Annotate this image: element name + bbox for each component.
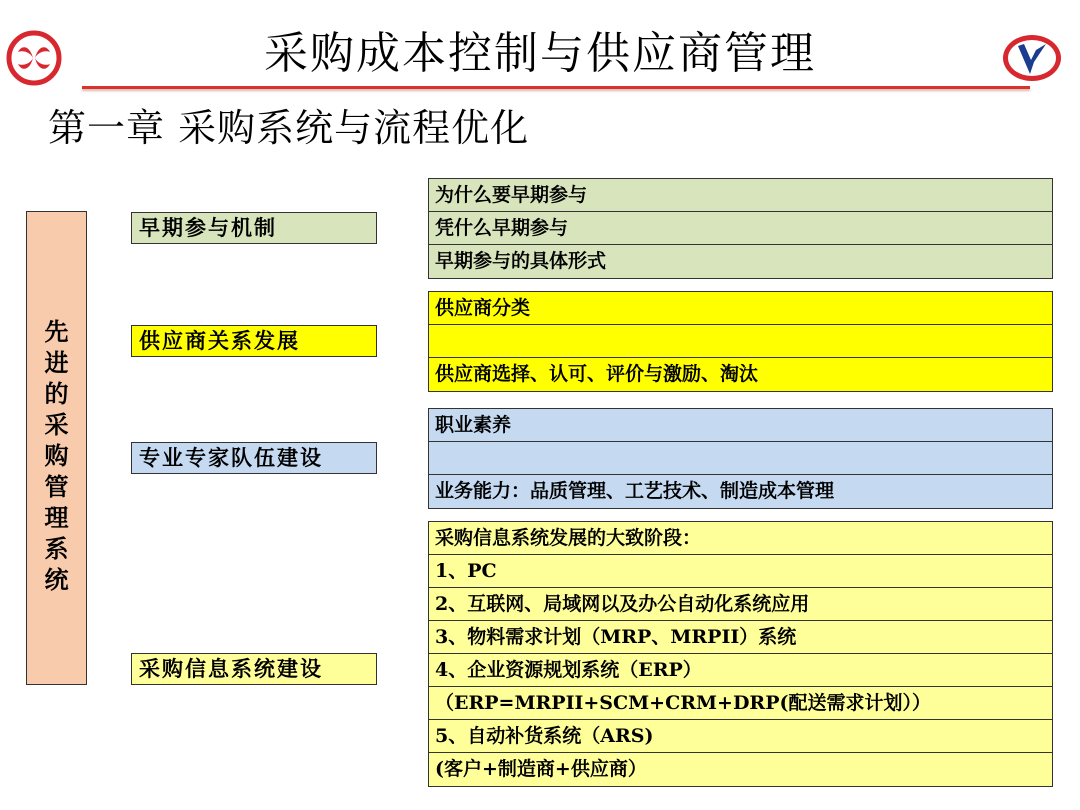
panel-char: 统	[44, 565, 69, 594]
detail-row	[429, 325, 1052, 358]
detail-row: 5、自动补货系统（ARS)	[429, 720, 1052, 753]
category-supplier-relationship: 供应商关系发展	[131, 325, 377, 357]
chapter-heading: 第一章 采购系统与流程优化	[48, 106, 530, 150]
detail-row: （ERP=MRPII+SCM+CRM+DRP(配送需求计划））	[429, 687, 1052, 720]
detail-row: 业务能力：品质管理、工艺技术、制造成本管理	[435, 480, 835, 502]
detail-row: 为什么要早期参与	[429, 179, 1052, 212]
detail-row: 凭什么早期参与	[429, 212, 1052, 245]
title-divider	[82, 86, 1030, 89]
panel-char: 购	[44, 441, 69, 470]
detail-row: 早期参与的具体形式	[435, 250, 607, 272]
panel-char: 的	[44, 379, 69, 408]
category-early-involvement: 早期参与机制	[131, 212, 377, 244]
info-system-details	[428, 521, 1053, 787]
detail-row: (客户+制造商+供应商）	[435, 758, 647, 780]
category-expert-team: 专业专家队伍建设	[131, 442, 377, 474]
supplier-relationship-details	[428, 291, 1053, 392]
panel-char: 采	[44, 410, 69, 439]
detail-row	[429, 442, 1052, 475]
panel-char: 理	[44, 503, 69, 532]
panel-char: 进	[44, 348, 69, 377]
detail-row: 3、物料需求计划（MRP、MRPII）系统	[429, 621, 1052, 654]
detail-row: 采购信息系统发展的大致阶段：	[429, 522, 1052, 555]
expert-team-details	[428, 408, 1053, 509]
panel-char: 管	[44, 472, 69, 501]
detail-row: 4、企业资源规划系统（ERP）	[429, 654, 1052, 687]
detail-row: 2、互联网、局域网以及办公自动化系统应用	[429, 588, 1052, 621]
panel-char: 先	[44, 317, 69, 346]
page-title: 采购成本控制与供应商管理	[264, 28, 816, 79]
early-involvement-details	[428, 178, 1053, 279]
detail-row: 职业素养	[429, 409, 1052, 442]
category-info-system: 采购信息系统建设	[131, 653, 377, 685]
advanced-procurement-system-panel	[26, 211, 87, 685]
panel-char: 系	[44, 534, 69, 563]
detail-row: 1、PC	[429, 555, 1052, 588]
detail-row: 供应商分类	[429, 292, 1052, 325]
detail-row: 供应商选择、认可、评价与激励、淘汰	[435, 363, 759, 385]
